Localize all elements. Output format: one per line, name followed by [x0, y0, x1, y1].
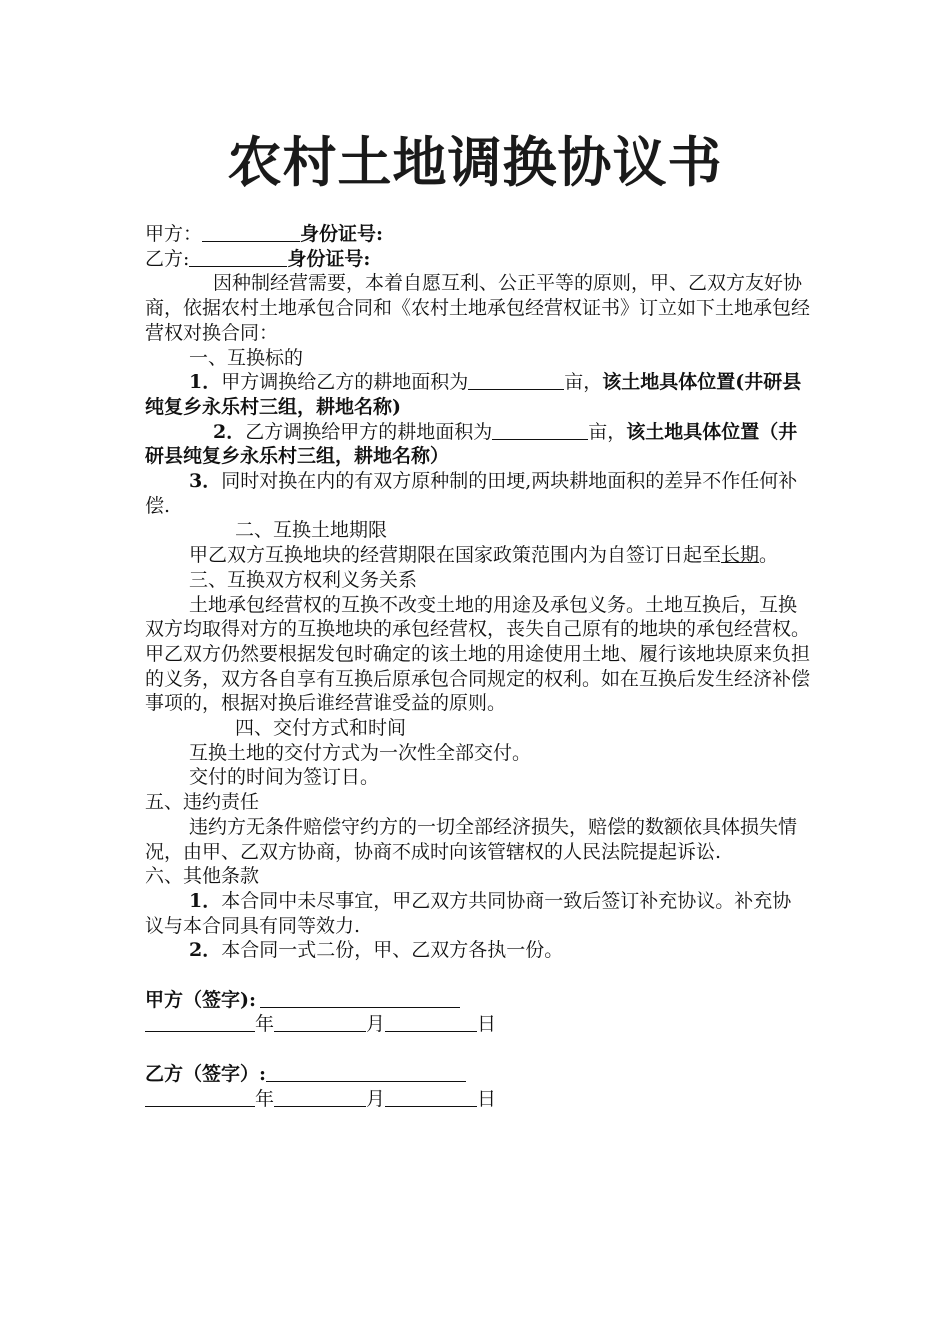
month-label: 月 [366, 1013, 386, 1036]
party-b-id-label: 身份证号: [287, 247, 371, 270]
month-blank[interactable] [274, 1088, 366, 1107]
spacer [145, 963, 810, 988]
unit-text: 亩， [588, 420, 627, 443]
section-5-text: 违约方无条件赔偿守约方的一切全部经济损失，赔偿的数额依具体损失情况，由甲、乙双方协商，协商不成时向该管辖权的人民法院提起诉讼. [145, 815, 798, 863]
section-5-heading: 五、违约责任 [145, 791, 260, 814]
spacer [145, 1037, 810, 1062]
party-a-name-blank[interactable] [202, 223, 300, 242]
document-body [145, 222, 810, 1111]
section-4-line-1: 互换土地的交付方式为一次性全部交付。 [189, 741, 532, 764]
location-text: 该土地具体位置(井研县纯复乡永乐村三组，耕地名称) [145, 371, 802, 418]
signature-a-label: 甲方（签字): [145, 988, 257, 1011]
section-2-text-end: 。 [759, 544, 779, 567]
date-b-line [145, 1087, 810, 1112]
item-number: 1． [189, 371, 222, 394]
item-number: 3． [189, 470, 222, 493]
item-number: 2． [213, 420, 246, 443]
area-blank[interactable] [468, 371, 564, 390]
item-text: 同时对换在内的有双方原种制的田埂,两块耕地面积的差异不作任何补偿. [145, 470, 798, 517]
section-2-text-main: 甲乙双方互换地块的经营期限在国家政策范围内为自签订日起至 [189, 544, 722, 567]
area-blank[interactable] [492, 421, 588, 440]
party-b-line [145, 247, 810, 272]
party-a-id-label: 身份证号: [300, 223, 384, 245]
year-label: 年 [255, 1087, 275, 1110]
signature-b-label: 乙方（签字）: [145, 1062, 267, 1085]
section-6-heading: 六、其他条款 [145, 865, 260, 888]
signature-b-line [145, 1062, 810, 1087]
section-1-item-2 [145, 420, 810, 469]
section-3-heading: 三、互换双方权利义务关系 [189, 568, 418, 591]
section-3-text: 土地承包经营权的互换不改变土地的用途及承包义务。土地互换后，互换双方均取得对方的互换地块的承包经营权，丧失自己原有的地块的承包经营权。甲乙双方仍然要根据发包时确定的该土地的用途使用土地、履行该地块原来负担的义务，双方各自享有互换后原承包合同规定的权利。如在互换后发生经济补偿事项的，根据对换后谁经营谁受益的原则。 [145, 593, 811, 715]
party-a-label: 甲方： [145, 223, 203, 245]
section-2-heading: 二、互换土地期限 [235, 519, 388, 542]
term-value: 长期 [721, 544, 760, 567]
section-1-item-1 [145, 370, 810, 419]
unit-text: 亩， [564, 371, 603, 394]
section-4-heading: 四、交付方式和时间 [235, 717, 407, 740]
item-number: 1． [189, 889, 222, 912]
day-label: 日 [477, 1013, 497, 1036]
year-blank[interactable] [145, 1088, 255, 1107]
section-1-heading: 一、互换标的 [189, 346, 304, 369]
party-b-label: 乙方: [145, 247, 190, 270]
location-text: 该土地具体位置（井研县纯复乡永乐村三组，耕地名称） [145, 420, 798, 468]
signature-a-line [145, 988, 810, 1013]
signature-a-blank[interactable] [260, 989, 460, 1008]
month-label: 月 [366, 1087, 386, 1110]
item-text: 甲方调换给乙方的耕地面积为 [221, 371, 469, 394]
preamble: 因种制经营需要，本着自愿互利、公正平等的原则，甲、乙双方友好协商，依据农村土地承包合同和《农村土地承包经营权证书》订立如下土地承包经营权对换合同： [145, 272, 811, 344]
section-4-line-2: 交付的时间为签订日。 [189, 766, 380, 789]
section-6-item-1 [145, 889, 810, 938]
signature-b-blank[interactable] [266, 1063, 466, 1082]
date-a-line [145, 1012, 810, 1037]
year-blank[interactable] [145, 1013, 255, 1032]
item-number: 2． [189, 939, 222, 962]
party-b-name-blank[interactable] [189, 248, 287, 267]
item-text: 本合同一式二份，甲、乙双方各执一份。 [221, 939, 564, 962]
party-a-line [145, 222, 810, 247]
year-label: 年 [255, 1013, 275, 1036]
section-6-item-2 [145, 938, 810, 963]
section-2-text [145, 543, 810, 568]
day-blank[interactable] [385, 1013, 477, 1032]
day-blank[interactable] [385, 1088, 477, 1107]
item-text: 本合同中未尽事宜，甲乙双方共同协商一致后签订补充协议。补充协议与本合同具有同等效力. [145, 889, 792, 937]
document-title: 农村土地调换协议书 [227, 131, 723, 194]
section-1-item-3 [145, 469, 810, 518]
month-blank[interactable] [274, 1013, 366, 1032]
item-text: 乙方调换给甲方的耕地面积为 [245, 420, 493, 443]
day-label: 日 [477, 1087, 497, 1110]
